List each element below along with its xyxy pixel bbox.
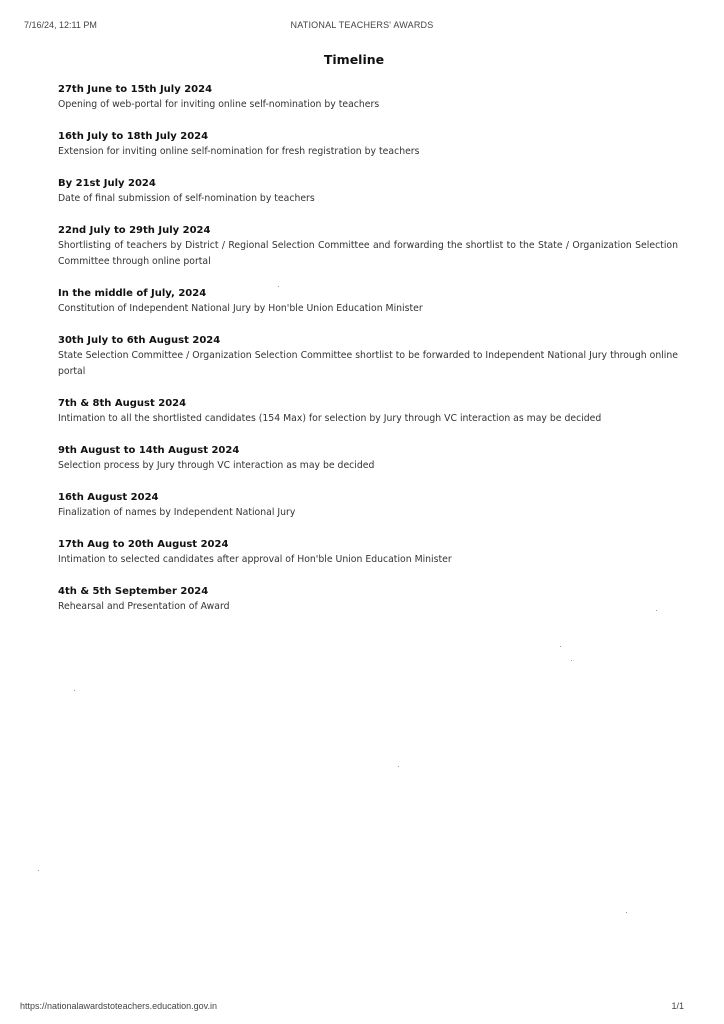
timeline-item xyxy=(58,396,678,427)
timeline-item xyxy=(58,490,678,521)
timeline-description: Date of final submission of self-nomination by teachers xyxy=(58,193,315,204)
page-title: Timeline xyxy=(323,52,385,67)
scan-speck xyxy=(74,690,75,691)
print-header xyxy=(0,20,724,36)
timeline-date: 16th August 2024 xyxy=(58,492,159,503)
timeline-item xyxy=(58,223,678,270)
timeline-item xyxy=(58,537,678,568)
timeline-description: Shortlisting of teachers by District / Regional Selection Committee and forwarding the shortlist to the State / Organization Selection Committee through online portal xyxy=(58,240,678,267)
timeline-date: 9th August to 14th August 2024 xyxy=(58,445,240,456)
timeline-date: 7th & 8th August 2024 xyxy=(58,398,187,409)
timeline-description: Constitution of Independent National Jury by Hon'ble Union Education Minister xyxy=(58,303,423,314)
timeline-date: 16th July to 18th July 2024 xyxy=(58,131,209,142)
timeline-description: Opening of web-portal for inviting online self-nomination by teachers xyxy=(58,99,380,110)
timeline-description: Selection process by Jury through VC interaction as may be decided xyxy=(58,460,375,471)
timeline-item xyxy=(58,286,678,317)
scan-speck xyxy=(278,286,279,287)
timeline-item xyxy=(58,443,678,474)
timeline-list xyxy=(58,82,678,631)
timeline-description: Rehearsal and Presentation of Award xyxy=(58,601,230,612)
timeline-date: By 21st July 2024 xyxy=(58,178,156,189)
timeline-date: In the middle of July, 2024 xyxy=(58,288,207,299)
timeline-description: Finalization of names by Independent National Jury xyxy=(58,507,296,518)
print-datetime: 7/16/24, 12:11 PM xyxy=(24,20,97,30)
timeline-item xyxy=(58,584,678,615)
scan-speck xyxy=(38,870,39,871)
scan-speck xyxy=(656,610,657,611)
timeline-description: Extension for inviting online self-nomination for fresh registration by teachers xyxy=(58,146,420,157)
scan-speck xyxy=(560,646,561,647)
timeline-date: 27th June to 15th July 2024 xyxy=(58,84,213,95)
page-number: 1/1 xyxy=(671,1001,684,1011)
timeline-item xyxy=(58,333,678,380)
print-footer xyxy=(0,1001,724,1015)
print-header-title: NATIONAL TEACHERS' AWARDS xyxy=(290,20,434,30)
scan-speck xyxy=(571,660,572,661)
scan-speck xyxy=(398,766,399,767)
timeline-date: 30th July to 6th August 2024 xyxy=(58,335,221,346)
footer-url-link[interactable]: https://nationalawardstoteachers.education.gov.in xyxy=(20,1001,217,1011)
timeline-date: 22nd July to 29th July 2024 xyxy=(58,225,211,236)
timeline-item xyxy=(58,129,678,160)
timeline-description: State Selection Committee / Organization Selection Committee shortlist to be forwarded to Independent National Jury through online portal xyxy=(58,350,678,377)
timeline-date: 4th & 5th September 2024 xyxy=(58,586,209,597)
timeline-item xyxy=(58,82,678,113)
scan-speck xyxy=(626,912,627,913)
timeline-date: 17th Aug to 20th August 2024 xyxy=(58,539,229,550)
timeline-description: Intimation to selected candidates after approval of Hon'ble Union Education Minister xyxy=(58,554,452,565)
timeline-description: Intimation to all the shortlisted candidates (154 Max) for selection by Jury through VC interaction as may be decided xyxy=(58,413,602,424)
timeline-item xyxy=(58,176,678,207)
